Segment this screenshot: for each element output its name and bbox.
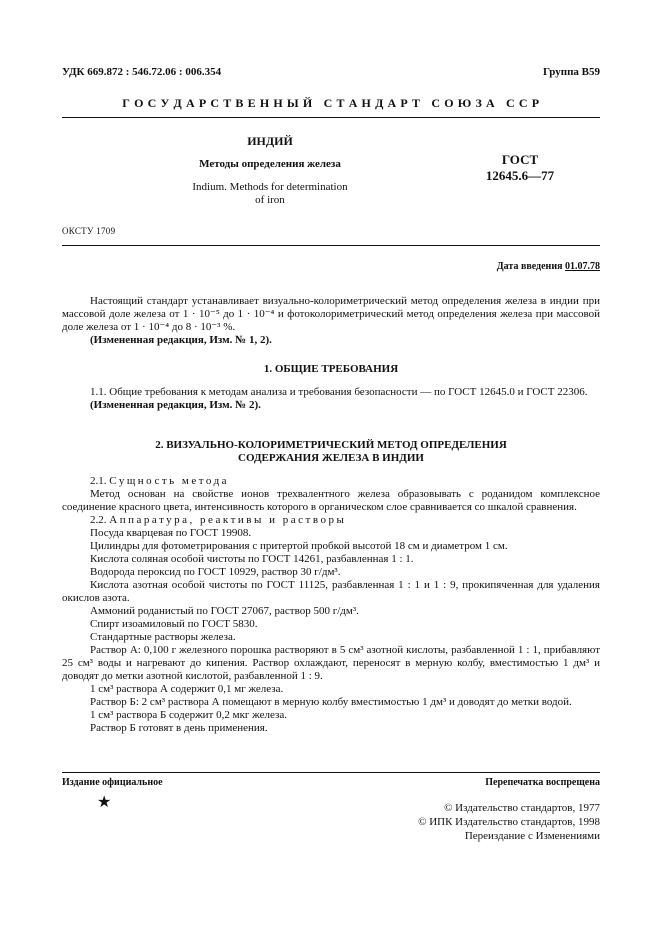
reagent-item: 1 см³ раствора А содержит 0,1 мг железа. bbox=[90, 683, 284, 695]
udk-code: УДК 669.872 : 546.72.06 : 006.354 bbox=[62, 66, 222, 78]
reprint-notice: Перепечатка воспрещена bbox=[485, 777, 600, 788]
intro-block bbox=[62, 295, 600, 347]
copyright-line-1: © Издательство стандартов, 1977 bbox=[444, 802, 600, 814]
copyright-line-2: © ИПК Издательство стандартов, 1998 bbox=[418, 816, 600, 828]
reagent-item: Цилиндры для фотометрирования с притертой пробкой высотой 18 см и диаметром 1 см. bbox=[90, 540, 508, 552]
section-2-heading-line-2: СОДЕРЖАНИЯ ЖЕЛЕЗА В ИНДИИ bbox=[238, 452, 424, 464]
group-code: Группа В59 bbox=[542, 66, 600, 78]
gost-label: ГОСТ bbox=[501, 152, 539, 167]
official-edition-label: Издание официальное bbox=[62, 777, 163, 788]
star-icon: ★ bbox=[97, 792, 112, 811]
state-standard-banner: Г О С У Д А Р С Т В Е Н Н Ы Й С Т А Н Д А Р Т С О Ю З А С С Р bbox=[122, 96, 540, 110]
intro-date-label: Дата введения bbox=[496, 261, 563, 272]
intro-date bbox=[350, 261, 600, 272]
reagent-item: Аммоний роданистый по ГОСТ 27067, раствор 500 г/дм³. bbox=[90, 605, 359, 617]
title-rule bbox=[62, 245, 600, 246]
intro-paragraph: Настоящий стандарт устанавливает визуально-колориметрический метод определения железа в индии при массовой доле железа от 1 · 10⁻⁵ до 1 · 10⁻⁴ и фотоколориметрический метод определения железа при массовой доле железа от 1 · 10⁻⁴ до 8 · 10⁻³ %. bbox=[62, 295, 600, 333]
subsection-2-1-text: Метод основан на свойстве ионов трехвалентного железа образовывать с роданидом комплексное соединение красного цвета, интенсивность которого в органическом слое сравнивается со шкалой сравнения. bbox=[62, 488, 600, 513]
section-2-body bbox=[62, 475, 600, 735]
section-1-paragraph: 1.1. Общие требования к методам анализа и требования безопасности — по ГОСТ 12645.0 и ГОСТ 22306. bbox=[90, 386, 588, 398]
subsection-2-1-title: Сущность метода bbox=[109, 475, 230, 487]
reagent-item: Посуда кварцевая по ГОСТ 19908. bbox=[90, 527, 252, 539]
reagent-item: Водорода пероксид по ГОСТ 10929, раствор 30 г/дм³. bbox=[90, 566, 341, 578]
intro-date-value: 01.07.78 bbox=[565, 261, 600, 272]
reagent-item: Стандартные растворы железа. bbox=[90, 631, 236, 643]
reagent-item: Раствор Б готовят в день применения. bbox=[90, 722, 268, 734]
header-rule bbox=[62, 117, 600, 118]
subsection-2-2-number: 2.2. bbox=[90, 514, 107, 526]
copyright-line-3: Переиздание с Изменениями bbox=[464, 830, 600, 842]
document-subtitle: Методы определения железа bbox=[199, 158, 341, 170]
section-1-heading: 1. ОБЩИЕ ТРЕБОВАНИЯ bbox=[263, 363, 399, 375]
reagent-item: Раствор Б: 2 см³ раствора А помещают в мерную колбу вместимостью 1 дм³ и доводят до метки водой. bbox=[90, 696, 572, 708]
reagent-item: Спирт изоамиловый по ГОСТ 5830. bbox=[90, 618, 258, 630]
reagent-item: 1 см³ раствора Б содержит 0,2 мкг железа. bbox=[90, 709, 288, 721]
english-title-line-2: of iron bbox=[255, 194, 285, 206]
subsection-2-2-heading bbox=[62, 514, 600, 527]
gost-number: 12645.6—77 bbox=[485, 168, 555, 183]
footer-rule bbox=[62, 772, 600, 773]
intro-edit-note: (Измененная редакция, Изм. № 1, 2). bbox=[90, 334, 272, 346]
section-1-body bbox=[62, 386, 600, 412]
reagent-item: Раствор А: 0,100 г железного порошка растворяют в 5 см³ азотной кислоты, разбавленной 1 : 1, прибавляют 25 см³ воды и нагревают до кипения. Раствор охлаждают, переносят в мерную колбу, вместимостью 1 дм³ и доводят до метки азотной кислотой, разбавленной 1 : 9. bbox=[62, 644, 600, 682]
okstu-code: ОКСТУ 1709 bbox=[62, 226, 116, 236]
english-title-line-1: Indium. Methods for determination bbox=[192, 181, 348, 193]
reagent-item: Кислота азотная особой чистоты по ГОСТ 11125, разбавленная 1 : 1 и 1 : 9, прокипяченная для удаления окислов азота. bbox=[62, 579, 600, 604]
reagent-item: Кислота соляная особой чистоты по ГОСТ 14261, разбавленная 1 : 1. bbox=[90, 553, 414, 565]
subsection-2-1-heading bbox=[62, 475, 600, 488]
subsection-2-1-number: 2.1. bbox=[90, 475, 107, 487]
document-title: ИНДИЙ bbox=[247, 134, 293, 148]
section-2-heading-line-1: 2. ВИЗУАЛЬНО-КОЛОРИМЕТРИЧЕСКИЙ МЕТОД ОПРЕДЕЛЕНИЯ bbox=[155, 439, 507, 451]
subsection-2-2-title: Аппаратура, реактивы и растворы bbox=[109, 514, 347, 526]
section-1-edit-note: (Измененная редакция, Изм. № 2). bbox=[90, 399, 261, 411]
